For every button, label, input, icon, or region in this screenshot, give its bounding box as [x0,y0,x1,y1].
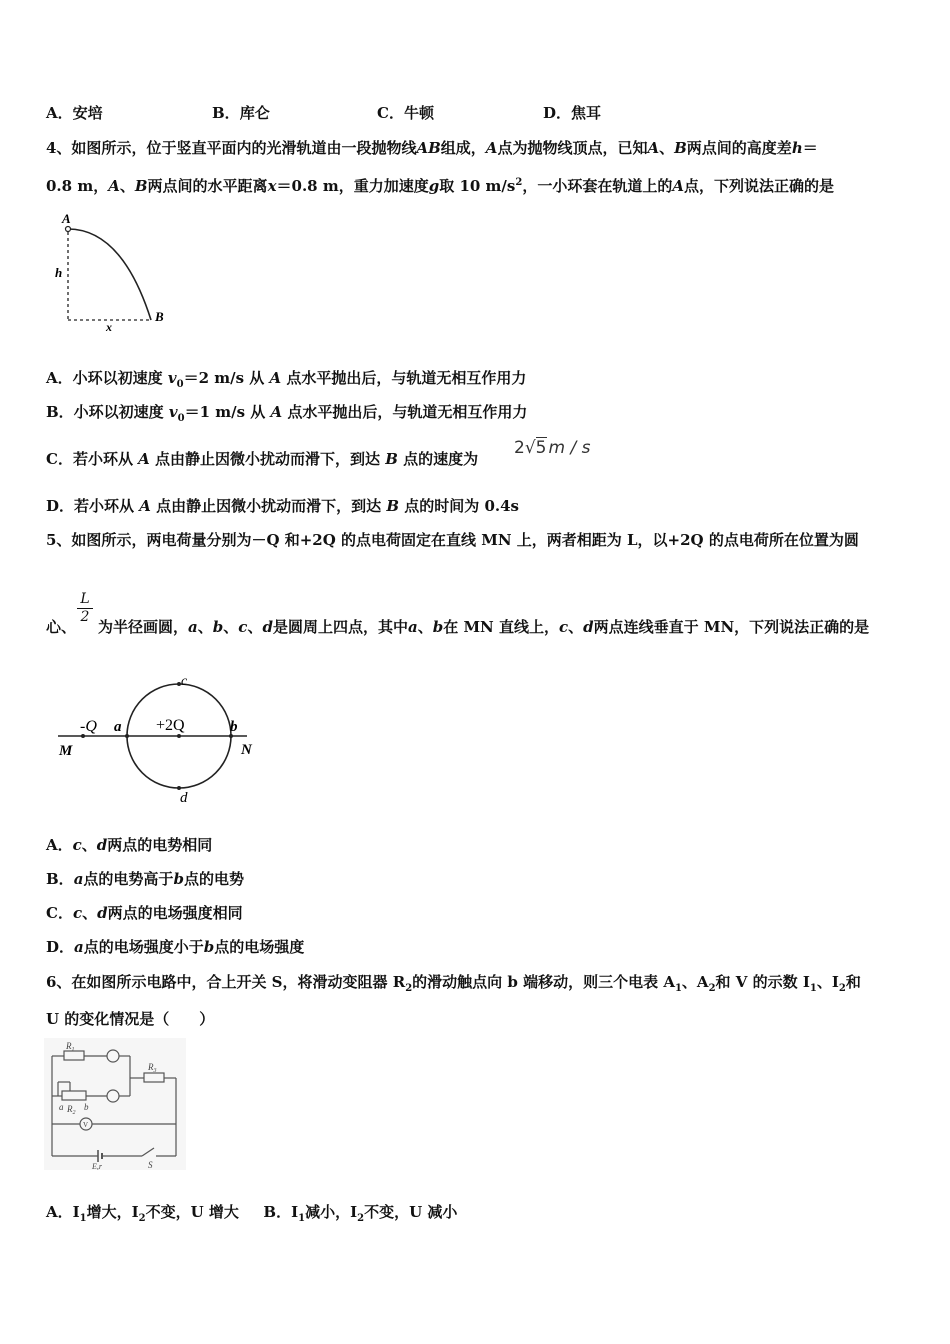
q4-option-a: A．小环以初速度 $v_0=2$ m/s 从 A 点水平抛出后，与轨道无相互作用力 [46,369,527,390]
label-b: b [230,719,238,735]
label-m: M [59,743,73,759]
q5-stem-line1: 5、如图所示，两电荷量分别为－Q 和+2Q 的点电荷固定在直线 MN 上，两者相距为 L，以+2Q 的点电荷所在位置为圆 [46,531,859,549]
label-n: N [241,742,252,758]
q6-options [46,1201,457,1224]
q3-option-b: B．库仑 [212,104,270,122]
v-label: V [83,1121,89,1129]
r2-label: $R_2$ [67,1104,76,1116]
q5-stem-line2: 心、 为半径画圆，a、b、c、d是圆周上四点，其中a、b在 MN 直线上，c、d两点连线垂直于 MN，下列说法正确的是 [46,618,870,636]
q5-fraction: $\frac{L}{2}$ [77,591,93,625]
label-neg-q: -Q [80,718,97,735]
a-label: a [59,1102,64,1112]
label-a: A [62,211,71,226]
q6-option-a: A．$I_1$增大，$I_2$不变，U 增大 [46,1203,239,1224]
q6-circuit-figure [44,1038,186,1170]
q5-option-a: A．c、d两点的电势相同 [46,836,213,854]
q4-option-c-formula: 2√5 m / s [514,438,591,458]
label-b: B [155,309,164,324]
q6-stem-line2: U 的变化情况是（ ） [46,1010,215,1028]
s-label: S [148,1160,153,1170]
label-x: x [106,320,112,333]
label-pos-q: +2Q [156,717,185,734]
q3-option-c: C．牛顿 [377,104,434,122]
q4-stem-line2: 0.8 m，A、B两点间的水平距离x＝0.8 m，重力加速度g取 10 $m/s^2$，一小环套在轨道上的A点，下列说法正确的是 [46,177,834,195]
label-h: h [55,265,63,280]
q5-option-b: B．a点的电势高于b点的电势 [46,870,244,888]
q4-option-b: B．小环以初速度 $v_0=1$ m/s 从 A 点水平抛出后，与轨道无相互作用力 [46,403,528,424]
q4-stem-line1: 4、如图所示，位于竖直平面内的光滑轨道由一段抛物线AB组成，A点为抛物线顶点，已知A、B两点间的高度差h＝ [46,139,818,157]
q6-option-b: B．$I_1$减小，$I_2$不变，U 减小 [263,1203,458,1224]
q4-option-d: D．若小环从 A 点由静止因微小扰动而滑下，到达 B 点的时间为 0.4s [46,497,520,515]
r1-label: $R_1$ [66,1041,75,1053]
label-a: a [114,719,122,735]
q5-option-c: C．c、d两点的电场强度相同 [46,904,243,922]
q6-stem-line1: 6、在如图所示电路中，合上开关 S，将滑动变阻器 $R_2$的滑动触点向 b 端移动，则三个电表 $A_1$、$A_2$和 V 的示数 $I_1$、$I_2$和 [46,973,861,994]
q5-option-d: D．a点的电场强度小于b点的电场强度 [46,938,305,956]
q3-option-a: A．安培 [46,104,103,122]
q4-option-c: C．若小环从 A 点由静止因微小扰动而滑下，到达 B 点的速度为 [46,450,479,468]
b-label: b [84,1102,89,1112]
er-label: E,r [92,1162,102,1170]
q3-option-d: D．焦耳 [543,104,602,122]
q4-parabola-figure [52,208,177,333]
point-a-ring [66,227,71,232]
pos-charge-dot [177,734,181,738]
r3-label: $R_3$ [148,1062,157,1074]
q5-charge-circle-figure [50,668,270,808]
circuit-background [44,1038,186,1170]
label-d: d [180,790,188,806]
label-c: c [181,674,188,689]
point-a-dot [125,734,129,738]
parabola-track [68,229,151,320]
